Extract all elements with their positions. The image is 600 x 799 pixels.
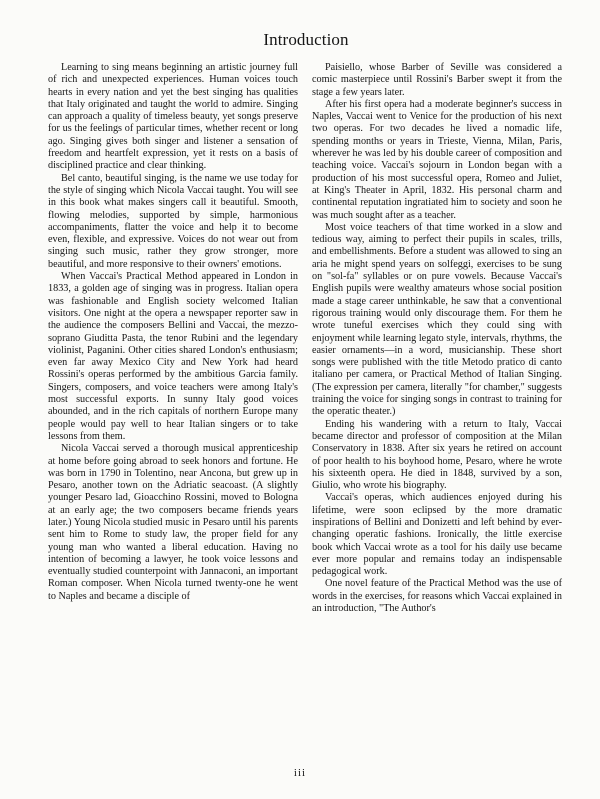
right-column bbox=[312, 62, 562, 615]
paragraph: Ending his wandering with a return to Italy, Vaccai became director and professor of composition at the Milan Conservatory in 1838. After six years he retired on account of poor health to his boyhood home, Pesaro, where he wrote his sixteenth opera. He died in 1848, survived by a son, Giulio, who wrote his biography. bbox=[312, 418, 562, 492]
text-columns bbox=[48, 62, 564, 615]
paragraph: Nicola Vaccai served a thorough musical apprenticeship at home before going abroad to seek honors and fortune. He was born in 1790 in Tolentino, near Ancona, but grew up in Pesaro, another town on the Adriatic seacoast. (A slightly younger Pesaro lad, Gioacchino Rossini, moved to Bologna at an early age; the two composers became friends years later.) Young Nicola studied music in Pesaro until his parents sent him to Rome to study law, the proper field for any young man who wanted a liberal education. Having no intention of becoming a lawyer, he took voice lessons and eventually studied counterpoint with Jannaconi, an important Roman composer. When Nicola turned twenty-one he went to Naples and became a disciple of bbox=[48, 443, 298, 602]
paragraph: Paisiello, whose Barber of Seville was considered a comic masterpiece until Rossini's Barber swept it from the stage a few years later. bbox=[312, 62, 562, 98]
left-column bbox=[48, 62, 298, 615]
paragraph: Bel canto, beautiful singing, is the name we use today for the style of singing which Nicola Vaccai taught. You will see in this book what makes singers call it beautiful. Smooth, flowing melodies, supported by simple, harmonious accompaniments, flatter the voice and help it to become even, flexible, and expressive. Voices do not wear out from singing such music, rather they grow stronger, more beautiful, and more responsive to their owners' emotions. bbox=[48, 172, 298, 270]
paragraph: One novel feature of the Practical Method was the use of words in the exercises, for reasons which Vaccai explained in an introduction, "The Author's bbox=[312, 578, 562, 615]
paragraph: Learning to sing means beginning an artistic journey full of rich and unexpected experiences. Human voices touch hearts in every nation and yet the best singing has qualities that Italy originated and taught the world to admire. Singing can approach a quality of timeless beauty, yet songs preserve for us the feelings of particular times, whether recent or long ago. Singing gives both singer and listener a sensation of freedom and heartfelt expression, yet it rests on a basis of disciplined practice and clear thinking. bbox=[48, 62, 298, 172]
paragraph: When Vaccai's Practical Method appeared in London in 1833, a golden age of singing was in progress. Italian opera was fashionable and English society welcomed Italian visitors. One night at the opera a newspaper reporter saw in the audience the composers Bellini and Vaccai, the mezzo-soprano Giuditta Pasta, the tenor Rubini and the legendary violinist, Paganini. Other cities shared London's enthusiasm; even far away Mexico City and New York had heard Rossini's operas performed by the ambitious Garcia family. Singers, composers, and voice teachers were among Italy's most successful exports. In sunny Italy good voices abounded, and in the rich capitals of northern Europe many people would pay well to hear Italian singers or to take lessons from them. bbox=[48, 271, 298, 442]
page-title: Introduction bbox=[263, 30, 349, 49]
paragraph: After his first opera had a moderate beginner's success in Naples, Vaccai went to Venice for the production of his next two operas. For two decades he lived a nomadic life, spending months or years in Trieste, Vienna, Milan, Paris, wherever he was led by his double career of composition and teaching voice. Vaccai's sojourn in London began with a production of his most successful opera, Romeo and Juliet, at King's Theater in April, 1832. His personal charm and continental reputation ingratiated him to society and soon he was much sought after as a teacher. bbox=[312, 98, 562, 221]
paragraph: Most voice teachers of that time worked in a slow and tedious way, aiming to perfect their pupils in scales, trills, and embellishments. Before a student was allowed to sing an aria he might spend years on solfeggi, exercises to be sung on "sol-fa" syllables or on pure vowels. Because Vaccai's English pupils were wealthy amateurs whose social position made a stage career unthinkable, he saw that a conventional rigorous training would only discourage them. For them he wrote tuneful exercises which they could sing with enjoyment while learning legato style, intervals, rhythms, the easier ornaments—in a word, musicianship. These short songs were published with the title Metodo pratico di canto italiano per camera, or Practical Method of Italian Singing. (The expression per camera, literally "for chamber," suggests training the voice for singing songs in contrast to training for the operatic theater.) bbox=[312, 221, 562, 418]
page-number: iii bbox=[293, 767, 307, 779]
paragraph: Vaccai's operas, which audiences enjoyed during his lifetime, were soon eclipsed by the more dramatic inspirations of Bellini and Donizetti and left behind by ever-changing operatic fashions. Ironically, the little exercise book which Vaccai wrote as a tool for his daily use became ever more popular and remains today an indispensable pedagogical work. bbox=[312, 492, 562, 578]
